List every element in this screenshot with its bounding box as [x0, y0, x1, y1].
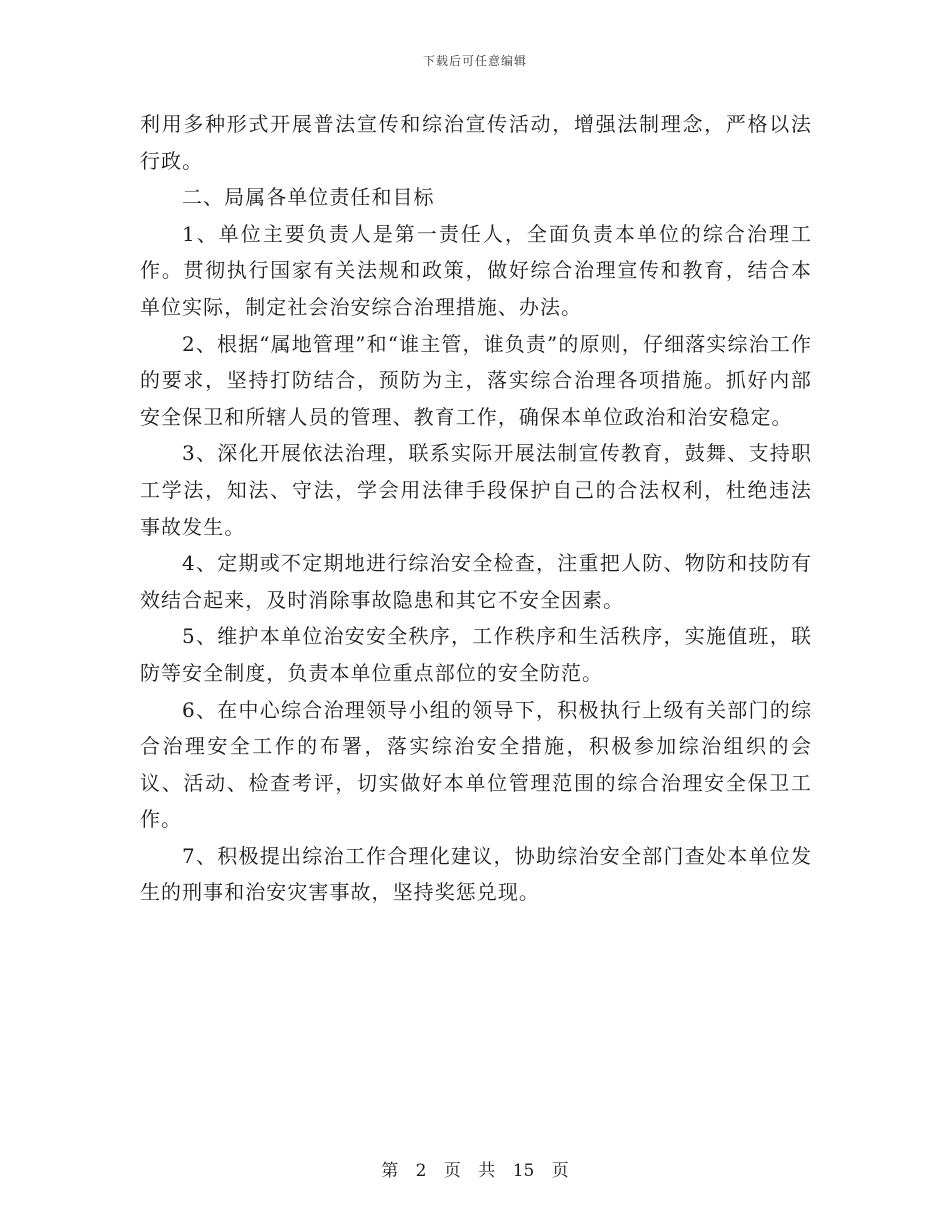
footer-total-label: 共: [478, 1161, 496, 1181]
page-number-footer: [0, 1156, 950, 1181]
footer-prefix: 第: [381, 1161, 399, 1181]
footer-suffix: 页: [551, 1161, 569, 1181]
footer-total-pages: 15: [512, 1161, 535, 1181]
paragraph-item-7: 7、积极提出综治工作合理化建议，协助综治安全部门查处本单位发生的刑事和治安灾害事故，坚持奖惩兑现。: [140, 843, 812, 905]
footer-current-page: 2: [415, 1161, 427, 1181]
paragraph-item-5: 5、维护本单位治安安全秩序，工作秩序和生活秩序，实施值班，联防等安全制度，负责本单位重点部位的安全防范。: [140, 624, 812, 685]
page-header-note: 下载后可任意编辑: [422, 54, 527, 68]
paragraph-item-1: 1、单位主要负责人是第一责任人，全面负责本单位的综合治理工作。贯彻执行国家有关法规和政策，做好综合治理宣传和教育，结合本单位实际，制定社会治安综合治理措施、办法。: [140, 221, 812, 319]
paragraph-continuation: 利用多种形式开展普法宣传和综治宣传活动，增强法制理念，严格以法行政。: [140, 112, 812, 173]
document-body: [140, 106, 812, 911]
footer-mid: 页: [443, 1161, 461, 1181]
paragraph-item-4: 4、定期或不定期地进行综治安全检查，注重把人防、物防和技防有效结合起来，及时消除事故隐患和其它不安全因素。: [140, 551, 812, 612]
paragraph-item-3: 3、深化开展依法治理，联系实际开展法制宣传教育，鼓舞、支持职工学法，知法、守法，学会用法律手段保护自己的合法权利，杜绝违法事故发生。: [140, 441, 812, 539]
paragraph-item-2: 2、根据“属地管理”和“谁主管，谁负责”的原则，仔细落实综治工作的要求，坚持打防结合，预防为主，落实综合治理各项措施。抓好内部安全保卫和所辖人员的管理、教育工作，确保本单位政治和治安稳定。: [140, 331, 812, 429]
section-heading: 二、局属各单位责任和目标: [182, 185, 435, 210]
paragraph-item-6: 6、在中心综合治理领导小组的领导下，积极执行上级有关部门的综合治理安全工作的布署，落实综治安全措施，积极参加综治组织的会议、活动、检查考评，切实做好本单位管理范围的综合治理安全保卫工作。: [140, 697, 812, 832]
